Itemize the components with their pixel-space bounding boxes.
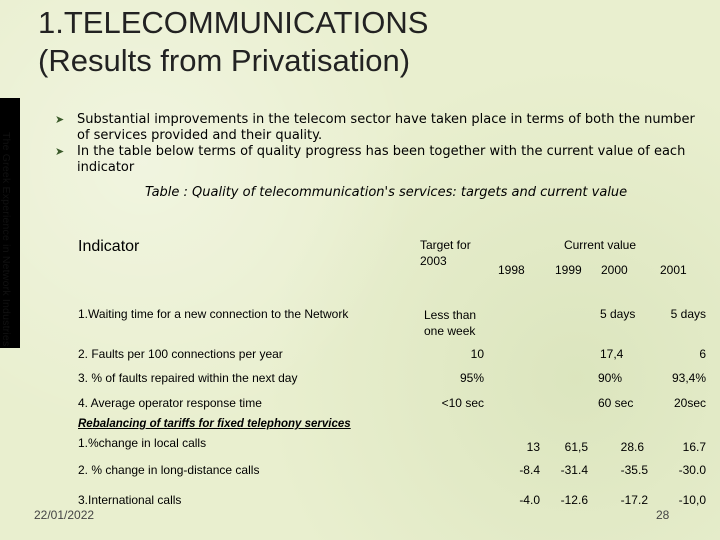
bullet-text: In the table below terms of quality progress has been together with the current value of each indicator: [77, 144, 686, 175]
table-row-target: <10 sec: [441, 396, 484, 410]
table-row-indicator: 4. Average operator response time: [78, 396, 262, 410]
bullet-item: [55, 112, 695, 144]
tariff-row-2000: -17.2: [620, 493, 648, 507]
tariff-row-2000: 28.6: [620, 440, 644, 454]
tariff-row-2000: -35.5: [620, 463, 648, 477]
header-1998: 1998: [498, 263, 525, 277]
bullet-text: Substantial improvements in the telecom sector have taken place in terms of both the number of services provided and their quality.: [77, 112, 695, 143]
tariff-row-indicator: 1.%change in local calls: [78, 436, 207, 450]
table-row-2001: 6: [699, 347, 706, 361]
table-row-target: 95%: [459, 371, 484, 385]
table-row-2000: 60 sec: [598, 396, 634, 410]
sidebar-text: The Greek Experience in Network Industries: [0, 132, 12, 347]
table-row-2001: 5 days: [670, 307, 706, 321]
tariff-row-1998: -8.4: [519, 463, 540, 477]
tariff-row-2001: 16.7: [682, 440, 706, 454]
table-row-indicator: 2. Faults per 100 connections per year: [78, 347, 283, 361]
tariff-row-1999: -31.4: [560, 463, 588, 477]
table-row-2000: 17,4: [600, 347, 624, 361]
tariff-row-indicator: 3.International calls: [78, 493, 182, 507]
tariff-row-1999: 61,5: [564, 440, 588, 454]
bullet-list: [55, 112, 695, 176]
header-2001: 2001: [660, 263, 687, 277]
page-number: 28: [656, 508, 670, 522]
tariff-row-1998: 13: [526, 440, 540, 454]
table-row-2001: 93,4%: [671, 371, 706, 385]
title-line-2: (Results from Privatisation): [38, 43, 411, 78]
tariff-section-title: Rebalancing of tariffs for fixed telephony services: [78, 418, 351, 430]
table-caption: Table : Quality of telecommunication's services: targets and current value: [145, 185, 628, 200]
slide-date: 22/01/2022: [34, 508, 95, 522]
table-row-2001: 20sec: [673, 396, 706, 410]
arrow-bullet-icon: ➤: [55, 113, 65, 126]
slide-title: [38, 4, 678, 80]
table-row-2000: 5 days: [600, 307, 636, 321]
tariff-row-2001: -30.0: [678, 463, 706, 477]
title-line-1: 1.TELECOMMUNICATIONS: [38, 5, 429, 40]
header-1999: 1999: [555, 263, 582, 277]
header-current-value: Current value: [563, 238, 637, 252]
header-target: Target for 2003: [420, 238, 471, 268]
header-2000: 2000: [601, 263, 628, 277]
table-row-2000: 90%: [598, 371, 623, 385]
tariff-row-1999: -12.6: [560, 493, 588, 507]
table-row-indicator: 1.Waiting time for a new connection to the Network: [78, 307, 349, 321]
header-indicator: Indicator: [78, 238, 140, 255]
table-row-target: 10: [470, 347, 484, 361]
tariff-row-indicator: 2. % change in long-distance calls: [78, 463, 260, 477]
table-row-target: Less than one week: [424, 308, 477, 338]
bullet-item: [55, 144, 695, 176]
tariff-row-1998: -4.0: [519, 493, 540, 507]
arrow-bullet-icon: ➤: [55, 145, 65, 158]
table-row-indicator: 3. % of faults repaired within the next day: [78, 371, 298, 385]
tariff-row-2001: -10,0: [678, 493, 706, 507]
